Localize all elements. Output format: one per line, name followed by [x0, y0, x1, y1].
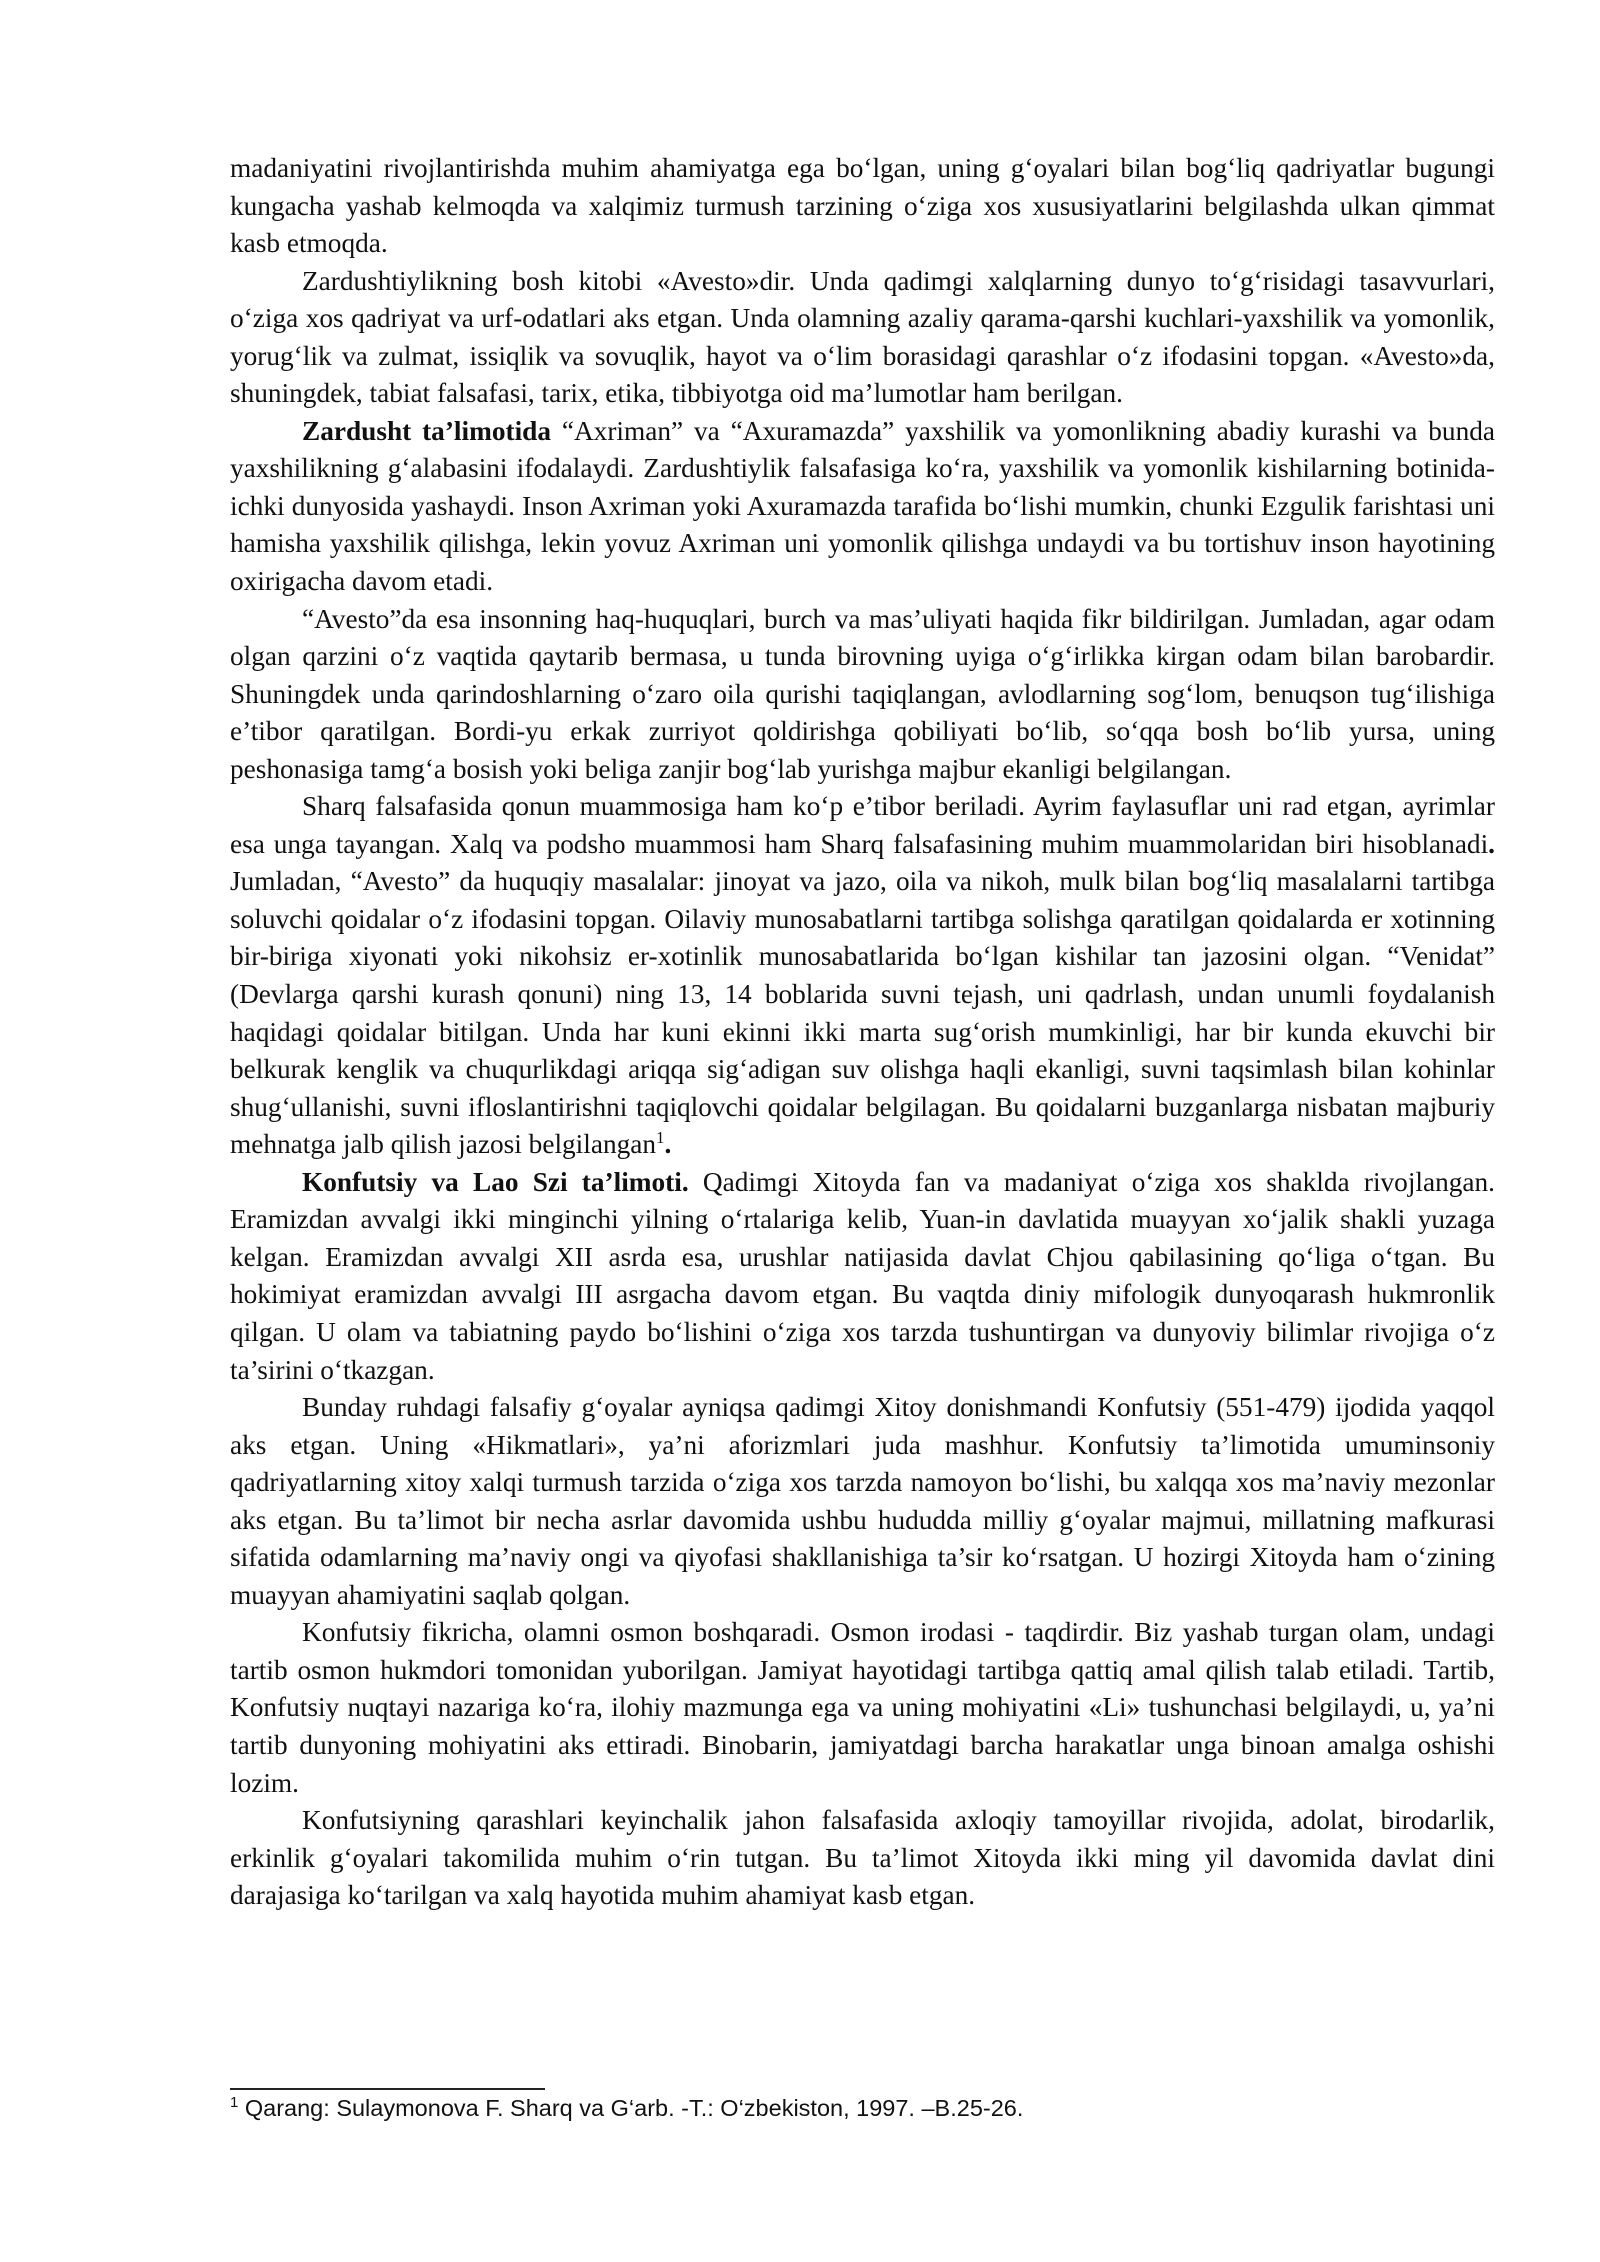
document-body — [230, 150, 1495, 1915]
paragraph-1: madaniyatini rivojlantirishda muhim ahamiyatga ega bo‘lgan, uning g‘oyalari bilan bog‘liq qadriyatlar bugungi kungacha yashab kelmoqda va xalqimiz turmush tarzining o‘ziga xos xususiyatlarini belgilashda ulkan qimmat kasb etmoqda. — [230, 153, 1495, 259]
paragraph-3-heading: Zardusht ta’limotida — [302, 415, 551, 446]
footnote-text: Qarang: Sulaymonova F. Sharq va G‘arb. -T.: O‘zbekiston, 1997. –B.25-26. — [238, 2095, 1024, 2121]
footnote-marker: 1 — [230, 2094, 239, 2112]
footnote — [230, 2092, 1495, 2124]
footnote-reference[interactable]: 1 — [656, 1128, 665, 1148]
paragraph-2: Zardushtiylikning bosh kitobi «Avesto»dir. Unda qadimgi xalqlarning dunyo to‘g‘risidagi tasavvurlari, o‘ziga xos qadriyat va urf-odatlari aks etgan. Unda olamning azaliy qarama-qarshi kuchlari-yaxshilik va yomonlik, yorug‘lik va zulmat, issiqlik va sovuqlik, hayot va o‘lim borasidagi qarashlar o‘z ifodasini topgan. «Avesto»da, shuningdek, tabiat falsafasi, tarix, etika, tibbiyotga oid ma’lumotlar ham berilgan. — [230, 265, 1495, 409]
paragraph-6 — [230, 1164, 1495, 1389]
paragraph-5 — [230, 788, 1495, 1163]
footnote-separator — [230, 2088, 545, 2090]
document-page — [230, 150, 1495, 1915]
paragraph-9: Konfutsiyning qarashlari keyinchalik jahon falsafasida axloqiy tamoyillar rivojida, adolat, birodarlik, erkinlik g‘oyalari takomilida muhim o‘rin tutgan. Bu ta’limot Xitoyda ikki ming yil davomida davlat dini darajasiga ko‘tarilgan va xalq hayotida muhim ahamiyat kasb etgan. — [230, 1805, 1495, 1911]
paragraph-3 — [230, 413, 1495, 601]
paragraph-5-text-b: Jumladan, “Avesto” da huquqiy masalalar: jinoyat va jazo, oila va nikoh, mulk bilan bog‘liq masalalarni tartibga soluvchi qoidalar o‘z ifodasini topgan. Oilaviy munosabatlarni tartibga solishga qaratilgan qoidalarda er xotinning bir-biriga xiyonati yoki nikohsiz er-xotinlik munosabatlarida bo‘lgan kishilar tan jazosini olgan. “Venidat” (Devlarga qarshi kurash qonuni) ning 13, 14 boblarida suvni tejash, uni qadrlash, undan unumli foydalanish haqidagi qoidalar bitilgan. Unda har kuni ekinni ikki marta sug‘orish mumkinligi, har bir kunda ekuvchi bir belkurak kenglik va chuqurlikdagi ariqqa sig‘adigan suv olishga haqli ekanligi, suvni taqsimlash bilan kohinlar shug‘ullanishi, suvni ifloslantirishni taqiqlovchi qoidalar belgilagan. Bu qoidalarni buzganlarga nisbatan majburiy mehnatga jalb qilish jazosi belgilangan — [230, 866, 1495, 1160]
paragraph-5-end: . — [664, 1129, 672, 1160]
paragraph-8: Konfutsiy fikricha, olamni osmon boshqaradi. Osmon irodasi - taqdirdir. Biz yashab turgan olam, undagi tartib osmon hukmdori tomonidan yuborilgan. Jamiyat hayotidagi tartibga qattiq amal qilish talab etiladi. Tartib, Konfutsiy nuqtayi nazariga ko‘ra, ilohiy mazmunga ega va uning mohiyatini «Li» tushunchasi belgilaydi, u, ya’ni tartib dunyoning mohiyatini aks ettiradi. Binobarin, jamiyatdagi barcha harakatlar unga binoan amalga oshishi lozim. — [230, 1617, 1495, 1798]
paragraph-4: “Avesto”da esa insonning haq-huquqlari, burch va mas’uliyati haqida fikr bildirilgan. Jumladan, agar odam olgan qarzini o‘z vaqtida qaytarib bermasa, u tunda birovning uyiga o‘g‘irlikka kirgan odam bilan barobardir. Shuningdek unda qarindoshlarning o‘zaro oila qurishi taqiqlangan, avlodlarning sog‘lom, benuqson tug‘ilishiga e’tibor qaratilgan. Bordi-yu erkak zurriyot qoldirishga qobiliyati bo‘lib, so‘qqa bosh bo‘lib yursa, uning peshonasiga tamg‘a bosish yoki beliga zanjir bog‘lab yurishga majbur ekanligi belgilangan. — [230, 603, 1495, 784]
paragraph-5-text-a: Sharq falsafasida qonun muammosiga ham ko‘p e’tibor beriladi. Ayrim faylasuflar uni rad etgan, ayrimlar esa unga tayangan. Xalq va podsho muammosi ham Sharq falsafasining muhim muammolaridan biri hisoblanadi — [230, 791, 1495, 859]
paragraph-7: Bunday ruhdagi falsafiy g‘oyalar ayniqsa qadimgi Xitoy donishmandi Konfutsiy (551-479) ijodida yaqqol aks etgan. Uning «Hikmatlari», ya’ni aforizmlari juda mashhur. Konfutsiy ta’limotida umuminsoniy qadriyatlarning xitoy xalqi turmush tarzida o‘ziga xos tarzda namoyon bo‘lishi, bu xalqqa xos ma’naviy mezonlar aks etgan. Bu ta’limot bir necha asrlar davomida ushbu hududda milliy g‘oyalar majmui, millatning mafkurasi sifatida odamlarning ma’naviy ongi va qiyofasi shakllanishiga ta’sir ko‘rsatgan. U hozirgi Xitoyda ham o‘zining muayyan ahamiyatini saqlab qolgan. — [230, 1392, 1495, 1610]
paragraph-5-bold-dot: . — [1488, 828, 1495, 859]
paragraph-6-text: Qadimgi Xitoyda fan va madaniyat o‘ziga xos shaklda rivojlangan. Eramizdan avvalgi ikki minginchi yilning o‘rtalariga kelib, Yuan-in davlatida muayyan xo‘jalik shakli yuzaga kelgan. Eramizdan avvalgi XII asrda esa, urushlar natijasida davlat Chjou qabilasining qo‘liga o‘tgan. Bu hokimiyat eramizdan avvalgi III asrgacha davom etgan. Bu vaqtda diniy mifologik dunyoqarash hukmronlik qilgan. U olam va tabiatning paydo bo‘lishini o‘ziga xos tarzda tushuntirgan va dunyoviy bilimlar rivojiga o‘z ta’sirini o‘tkazgan. — [230, 1166, 1496, 1385]
paragraph-3-text: “Axriman” va “Axuramazda” yaxshilik va yomonlikning abadiy kurashi va bunda yaxshilikning g‘alabasini ifodalaydi. Zardushtiylik falsafasiga ko‘ra, yaxshilik va yomonlik kishilarning botinida-ichki dunyosida yashaydi. Inson Axriman yoki Axuramazda tarafida bo‘lishi mumkin, chunki Ezgulik farishtasi uni hamisha yaxshilik qilishga, lekin yovuz Axriman uni yomonlik qilishga undaydi va bu tortishuv inson hayotining oxirigacha davom etadi. — [230, 415, 1495, 597]
paragraph-6-heading: Konfutsiy va Lao Szi ta’limoti. — [302, 1166, 689, 1197]
